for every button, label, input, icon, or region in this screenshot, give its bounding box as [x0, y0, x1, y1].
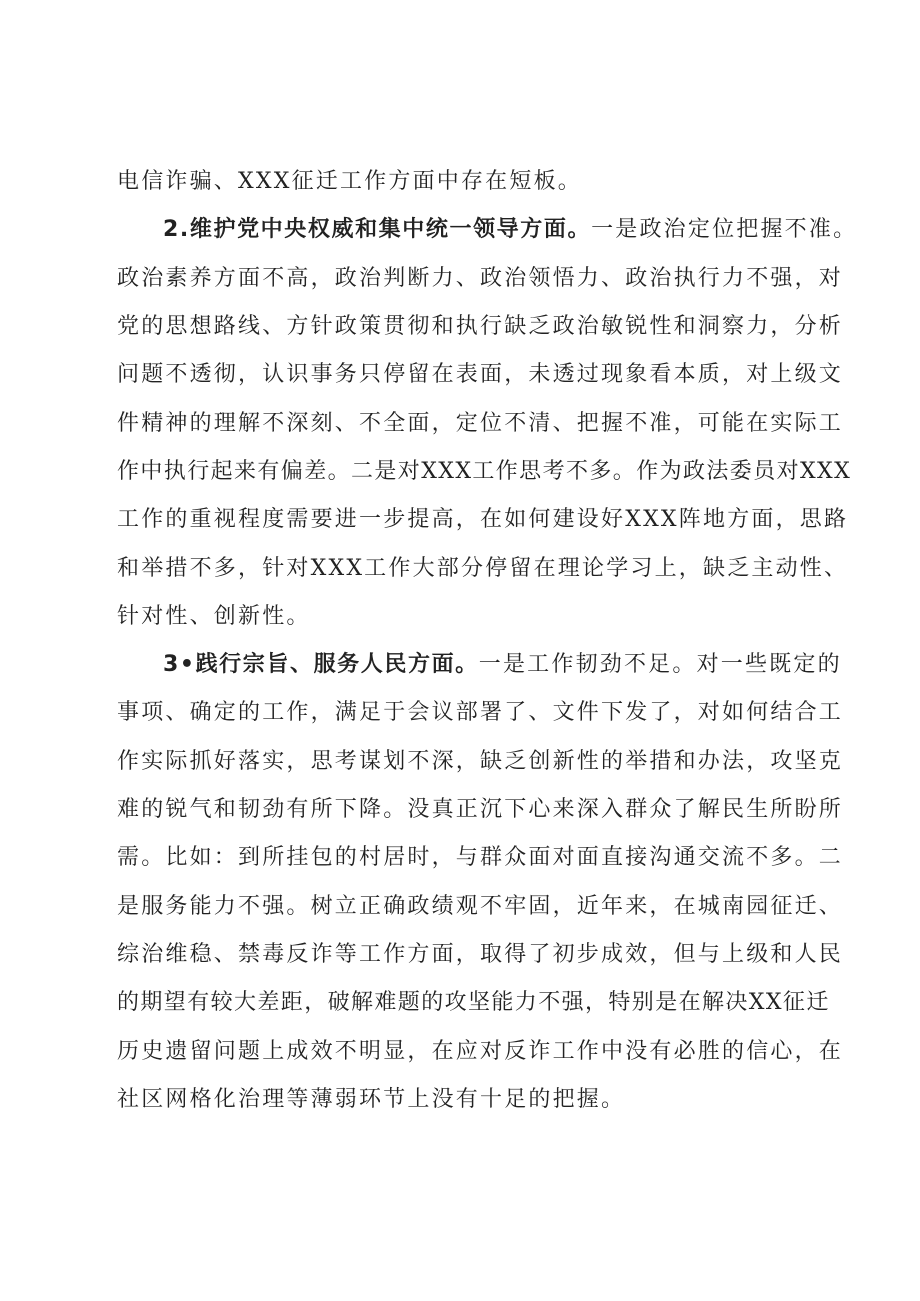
paragraph-line: 历史遗留问题上成效不明显，在应对反诈工作中没有必胜的信心，在 — [117, 1039, 844, 1064]
paragraph-line: 针对性、创新性。 — [117, 604, 311, 629]
paragraph-line: 问题不透彻，认识事务只停留在表面，未透过现象看本质，对上级文 — [117, 362, 844, 387]
paragraph-line: 综治维稳、禁毒反诈等工作方面，取得了初步成效，但与上级和人民 — [117, 942, 844, 967]
paragraph-line: 党的思想路线、方针政策贯彻和执行缺乏政治敏锐性和洞察力，分析 — [117, 314, 844, 339]
paragraph-line: 电信诈骗、XXX征迁工作方面中存在短板。 — [117, 169, 582, 194]
paragraph-line: 作实际抓好落实，思考谋划不深，缺乏创新性的举措和办法，攻坚克 — [117, 749, 844, 774]
paragraph-line: 政治素养方面不高，政治判断力、政治领悟力、政治执行力不强，对 — [117, 266, 844, 291]
section-2-heading: 2.维护党中央权威和集中统一领导方面。 — [163, 217, 592, 242]
paragraph-line: 的期望有较大差距，破解难题的攻坚能力不强，特别是在解决XX征迁 — [117, 990, 830, 1015]
paragraph-line: 难的锐气和韧劲有所下降。没真正沉下心来深入群众了解民生所盼所 — [117, 797, 844, 822]
section-3-intro: 一是工作韧劲不足。对一些既定的 — [478, 652, 842, 677]
section-3-first-line — [163, 650, 842, 680]
paragraph-line: 需。比如：到所挂包的村居时，与群众面对面直接沟通交流不多。二 — [117, 845, 844, 870]
paragraph-line: 工作的重视程度需要进一步提高，在如何建设好XXX阵地方面，思路 — [117, 507, 849, 532]
paragraph-line: 事项、确定的工作，满足于会议部署了、文件下发了，对如何结合工 — [117, 700, 844, 725]
paragraph-line: 是服务能力不强。树立正确政绩观不牢固，近年来，在城南园征迁、 — [117, 894, 844, 919]
section-3-heading: 3•践行宗旨、服务人民方面。 — [163, 652, 479, 677]
paragraph-line: 作中执行起来有偏差。二是对XXX工作思考不多。作为政法委员对XXX — [117, 459, 852, 484]
paragraph-line: 社区网格化治理等薄弱环节上没有十足的把握。 — [117, 1087, 626, 1112]
paragraph-line: 和举措不多，针对XXX工作大部分停留在理论学习上，缺乏主动性、 — [117, 556, 849, 581]
section-2-intro: 一是政治定位把握不准。 — [591, 217, 858, 242]
paragraph-line: 件精神的理解不深刻、不全面，定位不清、把握不准，可能在实际工 — [117, 411, 844, 436]
section-2-first-line — [163, 215, 858, 245]
